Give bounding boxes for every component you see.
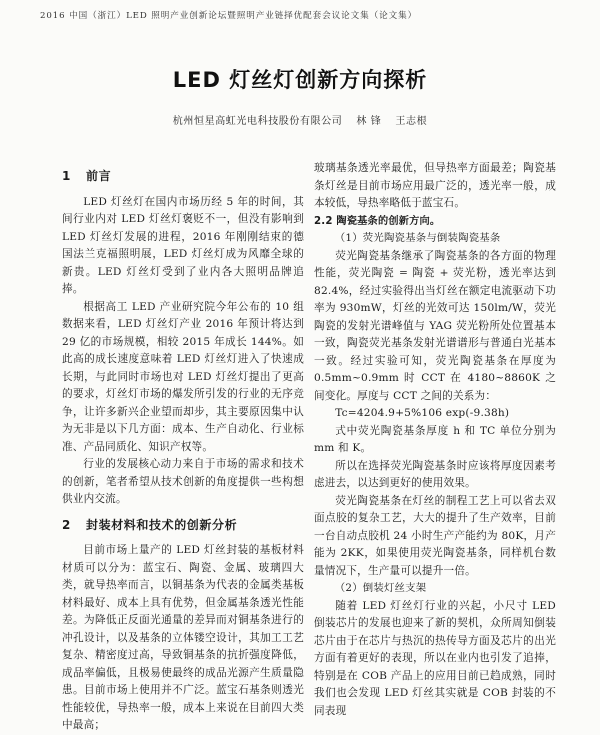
section-heading-2: 2 封装材料和技术的创新分析 — [62, 517, 238, 532]
paragraph: 式中荧光陶瓷基条厚度 h 和 TC 单位分别为 mm 和 K。 — [314, 424, 556, 454]
formula: Tc=4204.9+5%106 exp(-9.38h) — [335, 407, 510, 419]
paragraph: 荧光陶瓷基条继承了陶瓷基条的各方面的物理性能，荧光陶瓷 = 陶瓷 + 荧光粉，透光率达到 82.4%，经过实验得出当灯丝在额定电流驱动下功率为 930mW，灯丝的光效可达 150lm/W，荧光陶瓷的发射光谱峰值与 YAG 荧光粉所处位置基本一致，陶瓷荧光基条发射光谱谱形与普通白光基本一致。经过实验可知，荧光陶瓷基条在厚度为 0.5mm~0.9mm 时 CCT 在 4180~8860K 之间变化。厚度与 CCT 之间的关系为： — [314, 249, 556, 402]
affiliation: 杭州恒星高虹光电科技股份有限公司 — [172, 116, 343, 127]
running-header: 2016 中国（浙江）LED 照明产业创新论坛暨照明产业链择优配套会议论文集（论文集） — [40, 11, 418, 21]
subsubsection-heading: （1）荧光陶瓷基条与倒装陶瓷基条 — [334, 232, 501, 244]
left-column — [62, 160, 304, 735]
right-column — [314, 160, 556, 720]
paragraph: 目前市场上量产的 LED 灯丝封装的基板材料材质可以分为：蓝宝石、陶瓷、金属、玻璃四大类，就导热率而言，以铜基条为代表的金属类基板材料最好、成本上具有优势，但金属基条透光性能差。为降低正反面光通量的差异而对铜基条进行的冲孔设计，以及基条的立体镂空设计，其加工工艺复杂、精密度过高，导致铜基条的抗折强度降低，成品率偏低，且极易使最终的成品光源产生质量隐患。目前市场上使用并不广泛。蓝宝石基条则透光性能较优，导热率一般，成本上来说在目前四大类中最高； — [62, 544, 304, 731]
subsection-heading: 2.2 陶瓷基条的创新方向。 — [314, 215, 441, 227]
paragraph: 玻璃基条透光率最优，但导热率方面最差；陶瓷基条灯丝是目前市场应用最广泛的，透光率一般，成本较低，导热率略低于蓝宝石。 — [314, 162, 556, 209]
paragraph: 所以在选择荧光陶瓷基条时应该将厚度因素考虑进去，以达到更好的使用效果。 — [314, 459, 556, 489]
section-heading-1: 1 前言 — [62, 169, 112, 183]
byline — [0, 112, 600, 127]
article-title: LED 灯丝灯创新方向探析 — [172, 68, 428, 92]
paragraph: 行业的发展核心动力来自于市场的需求和技术的创新，笔者希望从技术创新的角度提供一些构想供业内交流。 — [62, 458, 304, 505]
paragraph: LED 灯丝灯在国内市场历经 5 年的时间，其间行业内对 LED 灯丝灯褒贬不一，但没有影响到 LED 灯丝灯发展的进程，2016 年刚刚结束的德国法兰克福照明展，LED 灯丝灯成为风靡全球的新贵。LED 灯丝灯受到了业内各大照明品牌追捧。 — [62, 195, 304, 295]
paragraph: 随着 LED 灯丝灯行业的兴起，小尺寸 LED 倒装芯片的发展也迎来了新的契机，众所周知倒装芯片由于在芯片与热沉的热传导方面及芯片的出光方面有着更好的表现，所以在业内也引发了追捧，特别是在 COB 产品上的应用目前已趋成熟，同时我们也会发现 LED 灯丝其实就是 COB 封装的不同表现 — [314, 599, 556, 717]
paragraph: 根据高工 LED 产业研究院今年公布的 10 组数据来看，LED 灯丝灯产业 2016 年预计将达到 29 亿的市场规模，相较 2015 年成长 144%。如此高的成长速度意味着 LED 灯丝灯进入了快速成长期，与此同时市场也对 LED 灯丝灯提出了更高的要求，灯丝灯市场的爆发所引发的行业的无序竞争，让许多新兴企业望而却步，其主要原因集中认为无非是以下几方面：成本、生产自动化、行业标准、产品同质化、知识产权等。 — [62, 300, 304, 453]
subsubsection-heading: （2）倒装灯丝支架 — [334, 582, 427, 594]
paragraph: 荧光陶瓷基条在灯丝的制程工艺上可以省去双面点胶的复杂工艺，大大的提升了生产效率，目前一台自动点胶机 24 小时生产产能约为 80K，月产能为 2KK，如果使用荧光陶瓷基条，同样机台数量情况下，生产量可以提升一倍。 — [314, 494, 556, 577]
author-name: 林 锋 — [356, 116, 382, 127]
author-name: 王志根 — [395, 116, 428, 127]
